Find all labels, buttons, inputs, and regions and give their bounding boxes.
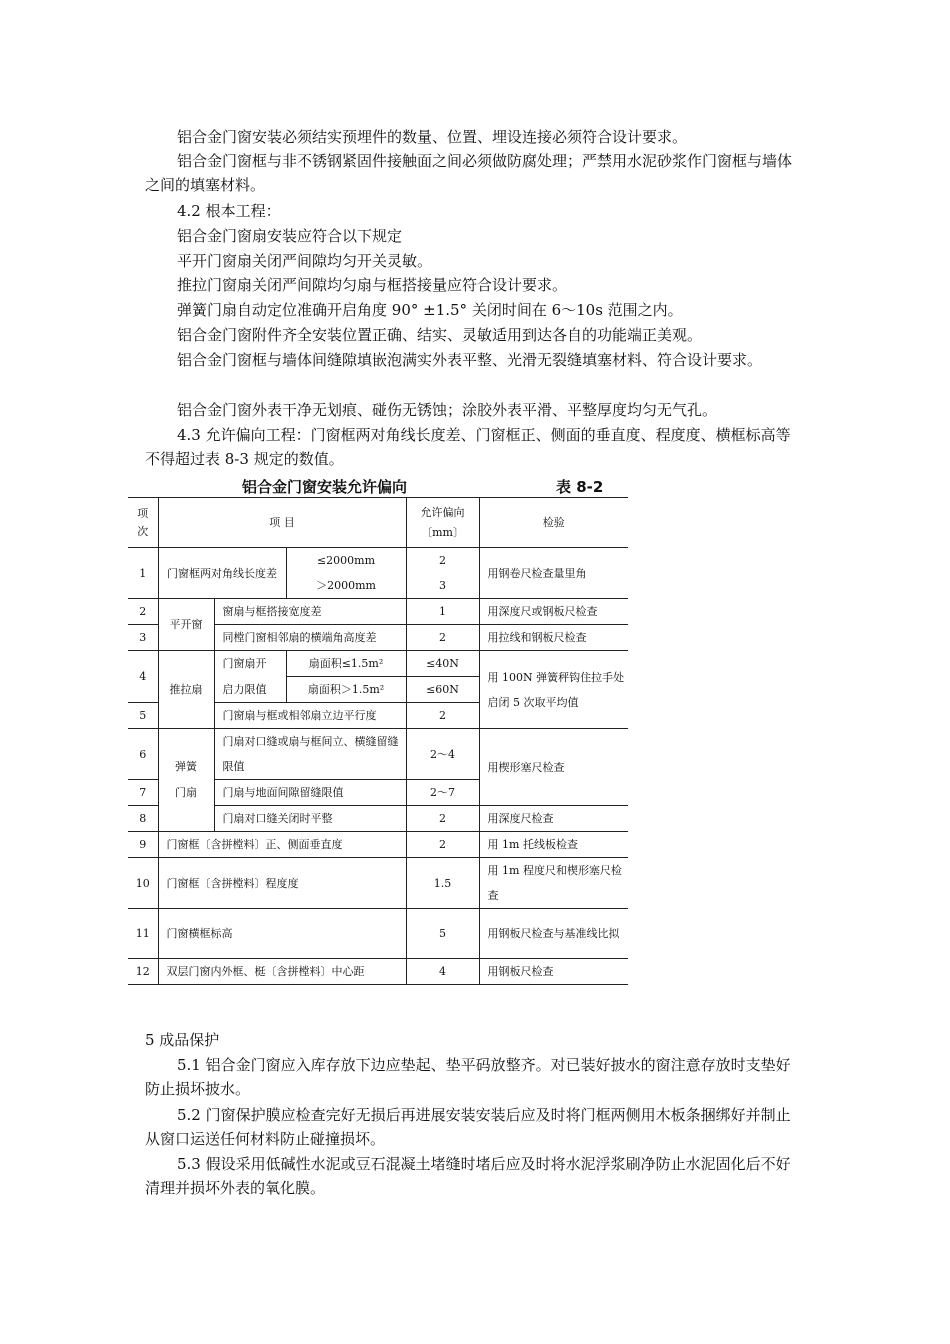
row-no: 9: [128, 832, 158, 858]
row-value: 1.5: [406, 858, 479, 909]
row-item: 门窗框〔含拼樘料〕程度度: [158, 858, 406, 909]
row-sub: ＞2000mm: [286, 573, 406, 599]
paragraph: 铝合金门窗附件齐全安装位置正确、结实、灵敏适用到达各自的功能端正美观。: [177, 326, 703, 344]
row-value: 2～4: [406, 729, 479, 780]
row-value: 3: [406, 573, 479, 599]
row-no: 3: [128, 625, 158, 651]
row-no: 11: [128, 909, 158, 959]
header-check: 检验: [479, 498, 628, 548]
section-heading: 5 成品保护: [145, 1031, 220, 1049]
row-item: 门扇对口缝关闭时平整: [214, 806, 406, 832]
paragraph: 铝合金门窗扇安装应符合以下规定: [177, 227, 403, 245]
header-index: 项 次: [128, 498, 158, 548]
table-row: [128, 729, 628, 780]
paragraph: 铝合金门窗框与非不锈钢紧固件接触面之间必须做防腐处理；严禁用水泥砂浆作门窗框与墙体之间的填塞材料。: [145, 152, 793, 194]
row-check: 用深度尺检查: [479, 806, 628, 832]
paragraph: 平开门窗扇关闭严间隙均匀开关灵敏。: [177, 252, 433, 270]
paragraph: 5.1 铝合金门窗应入库存放下边应垫起、垫平码放整齐。对已装好披水的窗注意存放时支垫好防止损坏披水。: [145, 1056, 791, 1098]
row-group: 推拉扇: [158, 651, 214, 729]
row-no: 4: [128, 651, 158, 703]
row-group-line2: 门扇: [175, 786, 197, 799]
table-row: [128, 548, 628, 574]
row-no: 8: [128, 806, 158, 832]
header-value-line1: 允许偏向: [420, 505, 465, 519]
row-value: 2: [406, 832, 479, 858]
row-item: 门窗框两对角线长度差: [158, 548, 286, 599]
table-row: [128, 599, 628, 625]
paragraph: 铝合金门窗框与墙体间缝隙填嵌泡满实外表平整、光滑无裂缝填塞材料、符合设计要求。: [177, 351, 763, 369]
table-number: 表 8-2: [556, 478, 604, 496]
row-no: 5: [128, 703, 158, 729]
row-no: 1: [128, 548, 158, 599]
row-item-line1: 门窗扇开: [214, 651, 286, 677]
row-value: 2: [406, 703, 479, 729]
table-row: [128, 651, 628, 677]
paragraph: 4.3 允许偏向工程：门窗框两对角线长度差、门窗框正、侧面的垂直度、程度度、横框标高等不得超过表 8-3 规定的数值。: [145, 426, 791, 468]
row-check: 用钢板尺检查与基准线比拟: [479, 909, 628, 959]
table-row: [128, 832, 628, 858]
row-group: [158, 729, 214, 832]
row-no: 6: [128, 729, 158, 780]
row-no: 10: [128, 858, 158, 909]
row-sub: ≤2000mm: [286, 548, 406, 574]
row-no: 2: [128, 599, 158, 625]
row-check: 用 1m 托线板检查: [479, 832, 628, 858]
table-row: [128, 959, 628, 985]
row-check: 用拉线和钢板尺检查: [479, 625, 628, 651]
row-check: 用钢板尺检查: [479, 959, 628, 985]
table-header-row: [128, 498, 628, 548]
table-title: 铝合金门窗安装允许偏向: [242, 478, 408, 496]
row-item: 门扇对口缝或扇与框间立、横缝留缝限值: [214, 729, 406, 780]
paragraph: 推拉门窗扇关闭严间隙均匀扇与框搭接量应符合设计要求。: [177, 276, 568, 294]
header-value-line2: 〔mm〕: [421, 525, 464, 539]
row-check: 用 100N 弹簧秤钩住拉手处启闭 5 次取平均值: [479, 651, 628, 729]
row-item: 门窗横框标高: [158, 909, 406, 959]
paragraph: 铝合金门窗外表干净无划痕、碰伤无锈蚀；涂胶外表平滑、平整厚度均匀无气孔。: [177, 401, 718, 419]
table-row: [128, 909, 628, 959]
row-value: ≤40N: [406, 651, 479, 677]
row-check: 用深度尺或钢板尺检查: [479, 599, 628, 625]
row-group: 平开窗: [158, 599, 214, 651]
row-check: 用 1m 程度尺和楔形塞尺检查: [479, 858, 628, 909]
row-check: 用钢卷尺检查量里角: [479, 548, 628, 599]
deviation-table: [128, 497, 628, 985]
row-item: 窗扇与框搭接宽度差: [214, 599, 406, 625]
row-value: 5: [406, 909, 479, 959]
row-group-line1: 弹簧: [175, 760, 197, 773]
row-value: 1: [406, 599, 479, 625]
row-item: 双层门窗内外框、梃〔含拼樘料〕中心距: [158, 959, 406, 985]
section-heading: 4.2 根本工程：: [177, 202, 281, 220]
row-value: 2: [406, 806, 479, 832]
row-sub: 扇面积≤1.5m²: [286, 651, 406, 677]
row-item-line2: 启力限值: [214, 677, 286, 703]
paragraph: 弹簧门扇自动定位准确开启角度 90° ±1.5° 关闭时间在 6～10s 范围之内。: [177, 301, 683, 319]
row-value: 4: [406, 959, 479, 985]
paragraph: 5.3 假设采用低碱性水泥或豆石混凝土堵缝时堵后应及时将水泥浮浆刷净防止水泥固化后不好清理并损坏外表的氧化膜。: [145, 1155, 791, 1197]
row-item: 门窗框〔含拼樘料〕正、侧面垂直度: [158, 832, 406, 858]
row-no: 7: [128, 780, 158, 806]
row-value: ≤60N: [406, 677, 479, 703]
header-item: 项 目: [158, 498, 406, 548]
row-sub: 扇面积＞1.5m²: [286, 677, 406, 703]
paragraph: 铝合金门窗安装必须结实预埋件的数量、位置、埋设连接必须符合设计要求。: [177, 128, 688, 146]
row-no: 12: [128, 959, 158, 985]
table-row: [128, 858, 628, 909]
header-value: [406, 498, 479, 548]
row-item: 门窗扇与框或相邻扇立边平行度: [214, 703, 406, 729]
row-check: 用楔形塞尺检查: [479, 729, 628, 806]
row-value: 2～7: [406, 780, 479, 806]
row-item: 门扇与地面间隙留缝限值: [214, 780, 406, 806]
paragraph: 5.2 门窗保护膜应检查完好无损后再进展安装安装后应及时将门框两侧用木板条捆绑好并制止从窗口运送任何材料防止碰撞损坏。: [145, 1106, 791, 1148]
row-value: 2: [406, 625, 479, 651]
row-item: 同樘门窗相邻扇的横端角高度差: [214, 625, 406, 651]
row-value: 2: [406, 548, 479, 574]
